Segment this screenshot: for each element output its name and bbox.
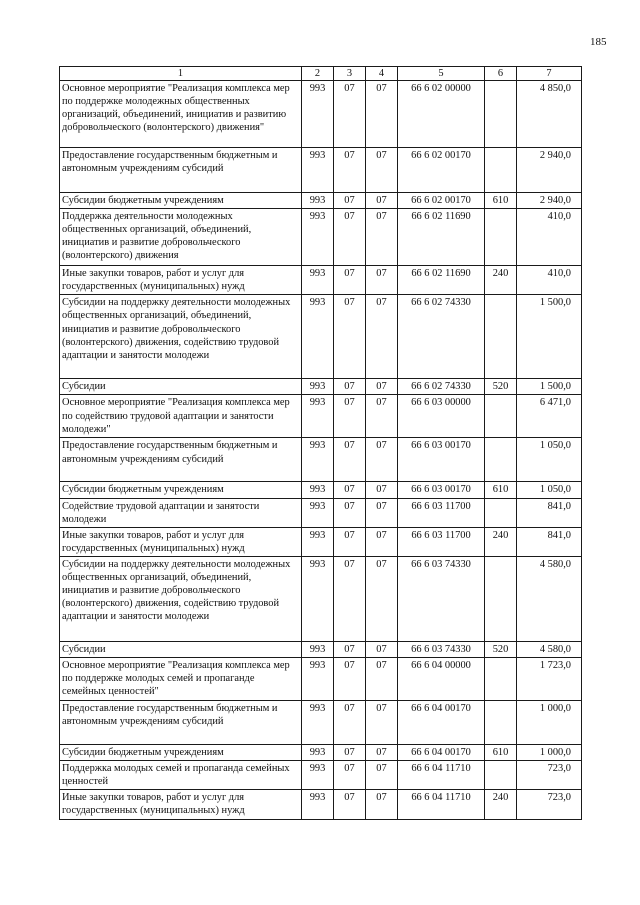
cell-vr (485, 395, 517, 438)
cell-subsection: 07 (366, 498, 398, 527)
cell-target: 66 6 04 00000 (398, 658, 485, 701)
cell-target: 66 6 02 00170 (398, 193, 485, 209)
cell-section: 07 (334, 658, 366, 701)
budget-table (59, 66, 582, 820)
cell-target: 66 6 02 74330 (398, 379, 485, 395)
cell-name: Основное мероприятие "Реализация комплекса мер по поддержке молодежных общественных организаций, объединений, инициатив и развитию добровольческого (волонтерского) движения" (60, 81, 302, 148)
cell-target: 66 6 02 74330 (398, 295, 485, 379)
cell-vr: 240 (485, 527, 517, 556)
cell-name: Предоставление государственным бюджетным и автономным учреждениям субсидий (60, 148, 302, 193)
cell-vr: 240 (485, 790, 517, 819)
cell-subsection: 07 (366, 379, 398, 395)
page-number: 185 (590, 36, 607, 48)
cell-admin: 993 (302, 438, 334, 482)
table-row (60, 761, 582, 790)
cell-name: Субсидии бюджетным учреждениям (60, 193, 302, 209)
table-row (60, 745, 582, 761)
cell-name: Субсидии (60, 641, 302, 657)
cell-sum: 4 580,0 (517, 556, 582, 641)
cell-sum: 1 500,0 (517, 295, 582, 379)
cell-admin: 993 (302, 658, 334, 701)
cell-section: 07 (334, 527, 366, 556)
cell-sum: 6 471,0 (517, 395, 582, 438)
cell-name: Субсидии бюджетным учреждениям (60, 482, 302, 498)
cell-target: 66 6 03 74330 (398, 641, 485, 657)
header-cell: 3 (334, 67, 366, 81)
cell-section: 07 (334, 498, 366, 527)
cell-section: 07 (334, 438, 366, 482)
cell-sum: 723,0 (517, 761, 582, 790)
cell-sum: 841,0 (517, 527, 582, 556)
cell-admin: 993 (302, 790, 334, 819)
cell-name: Субсидии на поддержку деятельности молодежных общественных организаций, объединений, инициатив и развитие добровольческого (волонтерского) движения, содействию трудовой адаптации и занятости молодежи (60, 295, 302, 379)
cell-admin: 993 (302, 193, 334, 209)
cell-section: 07 (334, 81, 366, 148)
table-row (60, 658, 582, 701)
table-row (60, 527, 582, 556)
cell-target: 66 6 02 00000 (398, 81, 485, 148)
header-cell: 6 (485, 67, 517, 81)
cell-name: Субсидии на поддержку деятельности молодежных общественных организаций, объединений, инициатив и развитие добровольческого (волонтерского) движения, содействию трудовой адаптации и занятости молодежи (60, 556, 302, 641)
cell-vr (485, 209, 517, 266)
cell-subsection: 07 (366, 761, 398, 790)
cell-section: 07 (334, 395, 366, 438)
cell-subsection: 07 (366, 658, 398, 701)
cell-sum: 1 050,0 (517, 482, 582, 498)
cell-section: 07 (334, 148, 366, 193)
cell-vr: 610 (485, 745, 517, 761)
header-cell: 1 (60, 67, 302, 81)
cell-target: 66 6 03 00170 (398, 482, 485, 498)
cell-section: 07 (334, 209, 366, 266)
cell-target: 66 6 04 00170 (398, 745, 485, 761)
cell-subsection: 07 (366, 556, 398, 641)
table-header-row (60, 67, 582, 81)
cell-name: Поддержка молодых семей и пропаганда семейных ценностей (60, 761, 302, 790)
cell-section: 07 (334, 379, 366, 395)
cell-section: 07 (334, 745, 366, 761)
cell-admin: 993 (302, 745, 334, 761)
cell-section: 07 (334, 482, 366, 498)
cell-admin: 993 (302, 295, 334, 379)
table-row (60, 641, 582, 657)
table-row (60, 266, 582, 295)
cell-vr (485, 658, 517, 701)
cell-subsection: 07 (366, 148, 398, 193)
table-row (60, 790, 582, 819)
cell-subsection: 07 (366, 701, 398, 745)
cell-admin: 993 (302, 266, 334, 295)
cell-subsection: 07 (366, 790, 398, 819)
table-row (60, 438, 582, 482)
cell-target: 66 6 04 11710 (398, 790, 485, 819)
cell-section: 07 (334, 556, 366, 641)
cell-section: 07 (334, 193, 366, 209)
cell-name: Иные закупки товаров, работ и услуг для государственных (муниципальных) нужд (60, 790, 302, 819)
cell-section: 07 (334, 266, 366, 295)
cell-target: 66 6 03 00170 (398, 438, 485, 482)
cell-subsection: 07 (366, 81, 398, 148)
cell-vr (485, 148, 517, 193)
table-row (60, 209, 582, 266)
cell-sum: 1 723,0 (517, 658, 582, 701)
table-row (60, 295, 582, 379)
cell-section: 07 (334, 295, 366, 379)
cell-vr (485, 295, 517, 379)
cell-vr: 240 (485, 266, 517, 295)
cell-target: 66 6 04 00170 (398, 701, 485, 745)
cell-target: 66 6 04 11710 (398, 761, 485, 790)
cell-section: 07 (334, 790, 366, 819)
cell-admin: 993 (302, 498, 334, 527)
cell-subsection: 07 (366, 209, 398, 266)
cell-section: 07 (334, 701, 366, 745)
cell-target: 66 6 02 11690 (398, 209, 485, 266)
cell-admin: 993 (302, 761, 334, 790)
table-row (60, 701, 582, 745)
cell-sum: 410,0 (517, 266, 582, 295)
cell-admin: 993 (302, 379, 334, 395)
cell-sum: 1 000,0 (517, 745, 582, 761)
cell-admin: 993 (302, 527, 334, 556)
cell-subsection: 07 (366, 641, 398, 657)
cell-subsection: 07 (366, 193, 398, 209)
table-row (60, 148, 582, 193)
table-row (60, 81, 582, 148)
cell-sum: 410,0 (517, 209, 582, 266)
cell-admin: 993 (302, 209, 334, 266)
cell-admin: 993 (302, 148, 334, 193)
cell-target: 66 6 03 00000 (398, 395, 485, 438)
cell-admin: 993 (302, 641, 334, 657)
cell-sum: 4 850,0 (517, 81, 582, 148)
table-row (60, 556, 582, 641)
cell-admin: 993 (302, 395, 334, 438)
cell-sum: 2 940,0 (517, 148, 582, 193)
cell-name: Субсидии (60, 379, 302, 395)
cell-sum: 841,0 (517, 498, 582, 527)
cell-sum: 2 940,0 (517, 193, 582, 209)
cell-name: Иные закупки товаров, работ и услуг для государственных (муниципальных) нужд (60, 527, 302, 556)
cell-vr (485, 761, 517, 790)
header-cell: 7 (517, 67, 582, 81)
cell-sum: 1 050,0 (517, 438, 582, 482)
cell-sum: 4 580,0 (517, 641, 582, 657)
cell-subsection: 07 (366, 266, 398, 295)
cell-target: 66 6 02 11690 (398, 266, 485, 295)
cell-vr (485, 701, 517, 745)
table-row (60, 482, 582, 498)
cell-name: Иные закупки товаров, работ и услуг для государственных (муниципальных) нужд (60, 266, 302, 295)
cell-section: 07 (334, 761, 366, 790)
cell-vr (485, 438, 517, 482)
cell-vr: 610 (485, 482, 517, 498)
header-cell: 5 (398, 67, 485, 81)
cell-name: Основное мероприятие "Реализация комплекса мер по содействию трудовой адаптации и занятости молодежи" (60, 395, 302, 438)
table-row (60, 193, 582, 209)
cell-name: Поддержка деятельности молодежных общественных организаций, объединений, инициатив и развитие добровольческого (волонтерского) движения (60, 209, 302, 266)
table-row (60, 379, 582, 395)
cell-name: Предоставление государственным бюджетным и автономным учреждениям субсидий (60, 438, 302, 482)
cell-subsection: 07 (366, 482, 398, 498)
cell-target: 66 6 03 11700 (398, 498, 485, 527)
cell-vr (485, 556, 517, 641)
cell-subsection: 07 (366, 527, 398, 556)
table-row (60, 395, 582, 438)
cell-vr (485, 498, 517, 527)
cell-sum: 1 000,0 (517, 701, 582, 745)
cell-subsection: 07 (366, 395, 398, 438)
cell-admin: 993 (302, 81, 334, 148)
cell-name: Предоставление государственным бюджетным и автономным учреждениям субсидий (60, 701, 302, 745)
cell-section: 07 (334, 641, 366, 657)
cell-sum: 1 500,0 (517, 379, 582, 395)
cell-vr: 520 (485, 641, 517, 657)
header-cell: 4 (366, 67, 398, 81)
cell-target: 66 6 02 00170 (398, 148, 485, 193)
cell-target: 66 6 03 11700 (398, 527, 485, 556)
cell-name: Субсидии бюджетным учреждениям (60, 745, 302, 761)
cell-admin: 993 (302, 556, 334, 641)
cell-name: Основное мероприятие "Реализация комплекса мер по поддержке молодых семей и пропаганде семейных ценностей" (60, 658, 302, 701)
cell-subsection: 07 (366, 745, 398, 761)
cell-name: Содействие трудовой адаптации и занятости молодежи (60, 498, 302, 527)
cell-admin: 993 (302, 701, 334, 745)
cell-vr: 520 (485, 379, 517, 395)
cell-vr: 610 (485, 193, 517, 209)
cell-target: 66 6 03 74330 (398, 556, 485, 641)
cell-admin: 993 (302, 482, 334, 498)
cell-subsection: 07 (366, 295, 398, 379)
cell-subsection: 07 (366, 438, 398, 482)
cell-vr (485, 81, 517, 148)
cell-sum: 723,0 (517, 790, 582, 819)
header-cell: 2 (302, 67, 334, 81)
table-row (60, 498, 582, 527)
